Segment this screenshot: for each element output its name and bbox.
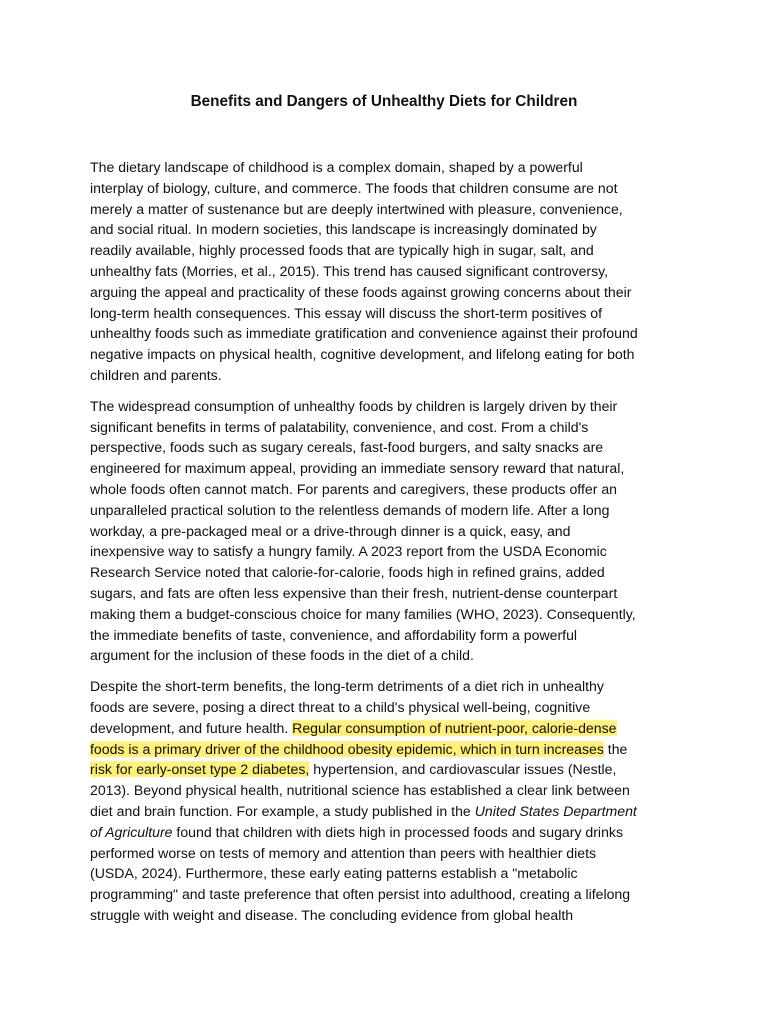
text-segment: hypertension, and cardiovascular issues (Nestle, xyxy=(309,761,617,778)
text-line: unparalleled practical solution to the relentless demands of modern life. After a long xyxy=(90,501,610,518)
text-line xyxy=(90,739,690,760)
text-line: the immediate benefits of taste, convenience, and affordability form a powerful xyxy=(90,626,578,643)
text-line: The dietary landscape of childhood is a complex domain, shaped by a powerful xyxy=(90,159,583,175)
text-line: Despite the short-term benefits, the long-term detriments of a diet rich in unhealthy xyxy=(90,678,604,695)
document-title: Benefits and Dangers of Unhealthy Diets for Children xyxy=(190,93,578,110)
text-line: and social ritual. In modern societies, this landscape is increasingly dominated by xyxy=(90,221,597,238)
paragraph-dangers xyxy=(90,676,690,926)
text-line: argument for the inclusion of these foods in the diet of a child. xyxy=(90,647,474,664)
paragraph-intro xyxy=(90,157,690,386)
italic-source-title: of Agriculture xyxy=(90,823,173,840)
text-line: struggle with weight and disease. The concluding evidence from global health xyxy=(90,906,574,923)
text-line xyxy=(90,759,690,780)
text-segment: found that children with diets high in processed foods and sugary drinks xyxy=(172,823,623,840)
text-segment: development, and future health. xyxy=(90,719,293,736)
text-line xyxy=(90,801,690,822)
highlighted-text: risk for early-onset type 2 diabetes, xyxy=(90,761,310,778)
text-line: whole foods often cannot match. For parents and caregivers, these products offer an xyxy=(90,480,617,497)
text-line: merely a matter of sustenance but are deeply intertwined with pleasure, convenience, xyxy=(90,200,623,217)
text-segment: the xyxy=(603,740,628,757)
text-line: engineered for maximum appeal, providing an immediate sensory reward that natural, xyxy=(90,460,625,477)
text-segment: diet and brain function. For example, a study published in the xyxy=(90,802,475,819)
text-line: arguing the appeal and practicality of these foods against growing concerns about their xyxy=(90,283,632,300)
text-line: performed worse on tests of memory and attention than peers with healthier diets xyxy=(90,844,597,861)
document-body xyxy=(90,157,690,936)
text-line: (USDA, 2024). Furthermore, these early eating patterns establish a "metabolic xyxy=(90,865,578,882)
italic-source-title: United States Department xyxy=(474,802,637,819)
text-line: perspective, foods such as sugary cereals, fast-food burgers, and salty snacks are xyxy=(90,439,604,456)
text-line: workday, a pre-packaged meal or a drive-through dinner is a quick, easy, and xyxy=(90,522,571,539)
text-line xyxy=(90,822,690,843)
text-line xyxy=(90,718,690,739)
highlighted-text: Regular consumption of nutrient-poor, calorie-dense xyxy=(292,719,617,736)
text-line: negative impacts on physical health, cognitive development, and lifelong eating for both xyxy=(90,346,635,363)
text-line: Research Service noted that calorie-for-calorie, foods high in refined grains, added xyxy=(90,564,605,581)
text-line: children and parents. xyxy=(90,366,222,383)
text-line: unhealthy foods such as immediate gratification and convenience against their profound xyxy=(90,325,638,342)
text-line: 2013). Beyond physical health, nutritional science has established a clear link between xyxy=(90,782,630,799)
text-line: significant benefits in terms of palatability, convenience, and cost. From a child's xyxy=(90,418,589,435)
text-line: inexpensive way to satisfy a hungry family. A 2023 report from the USDA Economic xyxy=(90,543,607,560)
text-line: readily available, highly processed foods that are typically high in sugar, salt, and xyxy=(90,242,594,259)
highlighted-text: foods is a primary driver of the childhood obesity epidemic, which in turn increases xyxy=(90,740,604,757)
text-line: interplay of biology, culture, and commerce. The foods that children consume are not xyxy=(90,179,618,196)
text-line: unhealthy fats (Morries, et al., 2015). This trend has caused significant controversy, xyxy=(90,262,609,279)
text-line: making them a budget-conscious choice for many families (WHO, 2023). Consequently, xyxy=(90,605,636,622)
text-line: The widespread consumption of unhealthy foods by children is largely driven by their xyxy=(90,397,618,414)
text-line: long-term health consequences. This essay will discuss the short-term positives of xyxy=(90,304,603,321)
text-line: programming" and taste preference that often persist into adulthood, creating a lifelong xyxy=(90,886,631,903)
paragraph-benefits xyxy=(90,396,690,666)
text-line: foods are severe, posing a direct threat to a child's physical well-being, cognitive xyxy=(90,698,591,715)
text-line: sugars, and fats are often less expensive than their fresh, nutrient-dense counterpart xyxy=(90,584,618,601)
